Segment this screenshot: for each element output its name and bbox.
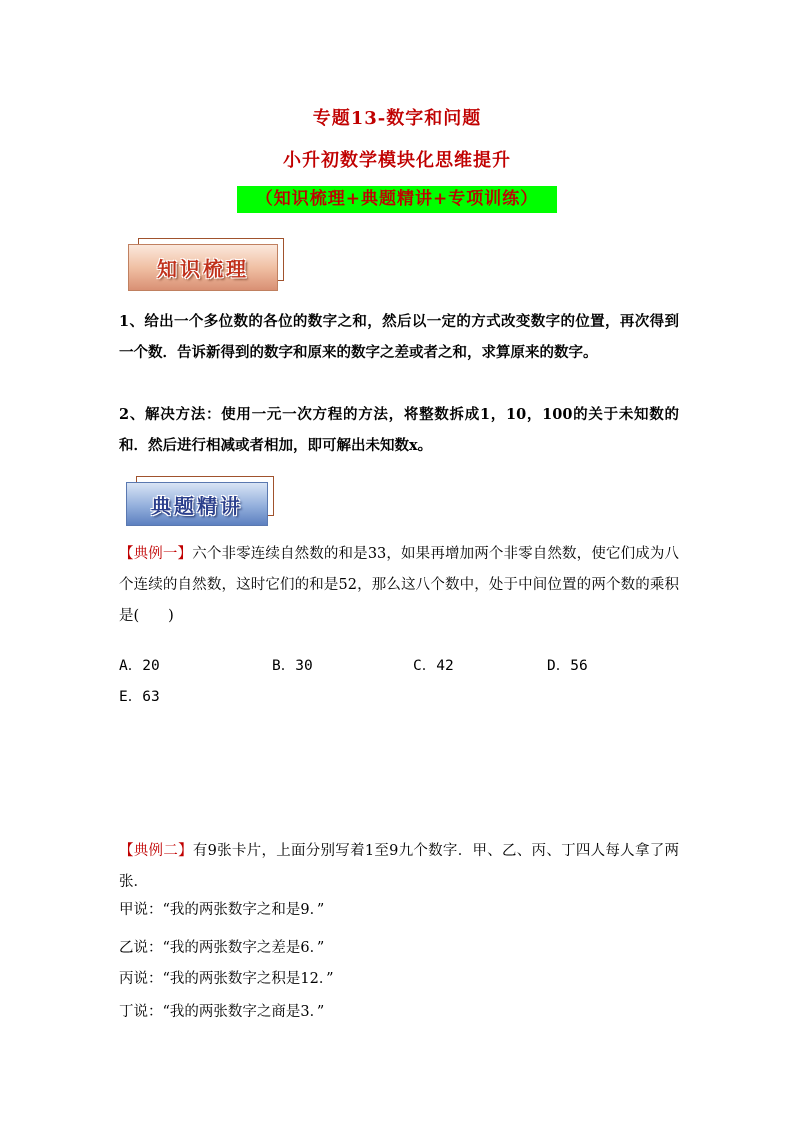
section-banner-examples: [126, 482, 268, 526]
knowledge-point-1: 1、给出一个多位数的各位的数字之和，然后以一定的方式改变数字的位置，再次得到一个数．告诉新得到的数字和原来的数字之差或者之和，求算原来的数字。: [119, 313, 679, 361]
section-banner-knowledge: [128, 244, 278, 291]
document-subtitle: 小升初数学模块化思维提升: [283, 150, 511, 171]
example-2-tag: 【典例二】: [119, 843, 193, 859]
example-1-tag: 【典例一】: [119, 546, 193, 562]
option-c: C．42: [413, 658, 454, 674]
statement-bing: 丙说：“我的两张数字之积是12．”: [119, 971, 334, 987]
option-b: B．30: [272, 658, 313, 674]
knowledge-point-2: 2、解决方法：使用一元一次方程的方法，将整数拆成1，10，100的关于未知数的和．然后进行相减或者相加，即可解出未知数x。: [119, 406, 679, 454]
banner-label: 知识梳理: [128, 244, 278, 291]
example-1-text: 六个非零连续自然数的和是33，如果再增加两个非零自然数，使它们成为八个连续的自然数，这时它们的和是52，那么这八个数中，处于中间位置的两个数的乘积是( ): [119, 546, 680, 624]
statement-jia: 甲说：“我的两张数字之和是9．”: [119, 902, 325, 918]
statement-yi: 乙说：“我的两张数字之差是6．”: [119, 940, 325, 956]
example-2-text: 有9张卡片，上面分别写着1至9九个数字．甲、乙、丙、丁四人每人拿了两张．: [119, 843, 679, 890]
statement-ding: 丁说：“我的两张数字之商是3．”: [119, 1004, 325, 1020]
document-title: 专题13-数字和问题: [312, 108, 482, 129]
option-e: E．63: [119, 689, 160, 705]
document-tagline: （知识梳理+典题精讲+专项训练）: [237, 186, 557, 213]
banner-label: 典题精讲: [126, 482, 268, 526]
example-1: [119, 539, 679, 632]
example-2: [119, 836, 679, 898]
option-d: D．56: [547, 658, 588, 674]
option-a: A．20: [119, 658, 160, 674]
